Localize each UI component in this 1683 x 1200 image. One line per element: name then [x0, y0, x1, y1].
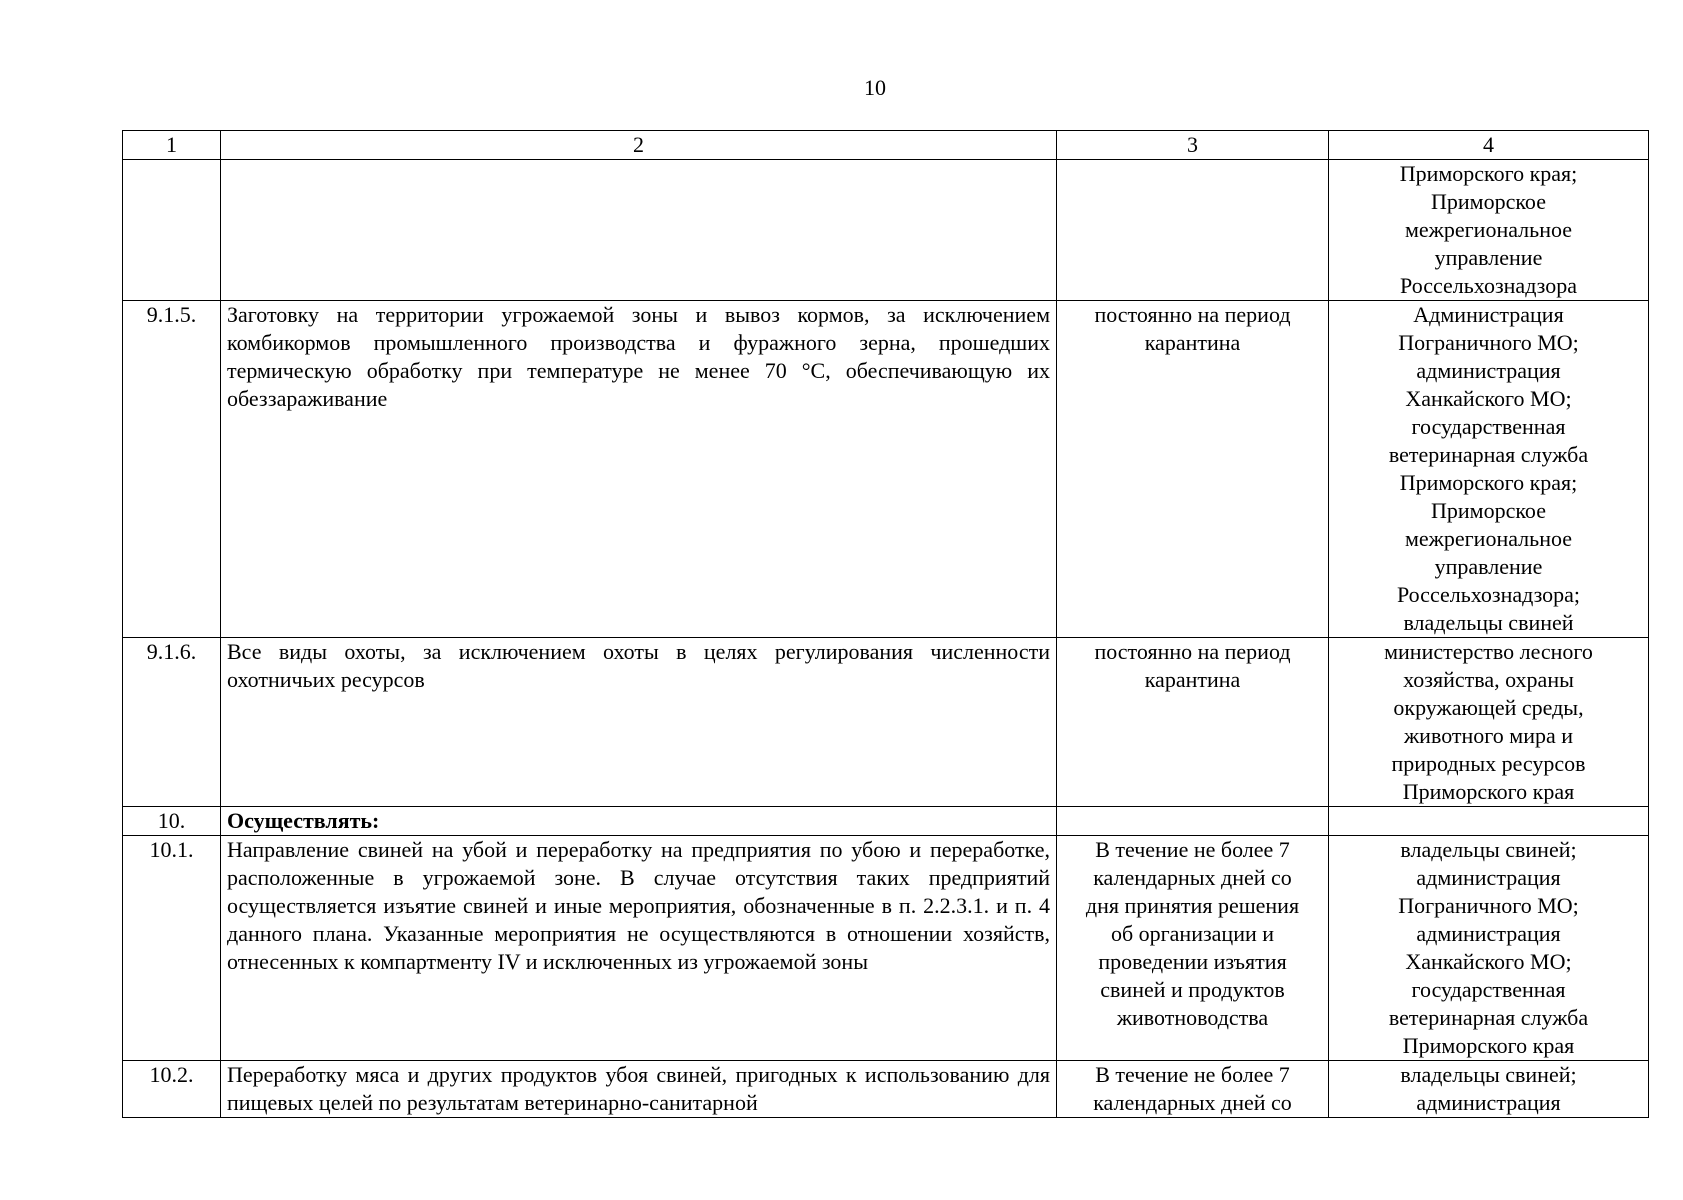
column-header: 2 — [221, 131, 1057, 160]
responsible-line: владельцы свиней; — [1400, 837, 1577, 862]
measure-text — [221, 160, 1057, 301]
responsible-cell — [1329, 1061, 1649, 1118]
responsible-line: межрегиональное — [1405, 217, 1572, 242]
responsible-line: природных ресурсов — [1391, 751, 1586, 776]
table-row — [123, 807, 1649, 836]
measure-text: Заготовку на территории угрожаемой зоны и вывоз кормов, за исключением комбикормов промышленного производства и фуражного зерна, прошедших термическую обработку при температуре не менее 70 °С, обеспечивающую их обеззараживание — [221, 301, 1057, 638]
responsible-line: Приморское — [1431, 189, 1546, 214]
table-row — [123, 160, 1649, 301]
term-line: постоянно на период — [1094, 639, 1291, 664]
item-number: 10. — [123, 807, 221, 836]
column-header: 1 — [123, 131, 221, 160]
responsible-line: администрация — [1416, 1090, 1561, 1115]
term-line: постоянно на период — [1094, 302, 1291, 327]
item-number: 10.2. — [123, 1061, 221, 1118]
responsible-line: межрегиональное — [1405, 526, 1572, 551]
term-line: животноводства — [1116, 1005, 1269, 1030]
responsible-line: Россельхознадзора — [1400, 273, 1577, 298]
responsible-line: управление — [1434, 554, 1543, 579]
term-line: свиней и продуктов — [1100, 977, 1285, 1002]
responsible-line: хозяйства, охраны — [1403, 667, 1574, 692]
term-line: проведении изъятия — [1098, 949, 1287, 974]
responsible-line: Ханкайского МО; — [1405, 386, 1572, 411]
responsible-line: владельцы свиней; — [1400, 1062, 1577, 1087]
responsible-line: управление — [1434, 245, 1543, 270]
term-line: об организации и — [1110, 921, 1275, 946]
responsible-line: Приморского края — [1402, 1033, 1575, 1058]
responsible-line: Приморского края; — [1399, 470, 1578, 495]
responsible-line: администрация — [1416, 921, 1561, 946]
responsible-line: Приморское — [1431, 498, 1546, 523]
responsible-line: министерство лесного — [1384, 639, 1593, 664]
responsible-cell — [1329, 301, 1649, 638]
term-cell — [1057, 160, 1329, 301]
responsible-line: ветеринарная служба — [1388, 442, 1589, 467]
responsible-line: Приморского края — [1402, 779, 1575, 804]
item-number — [123, 160, 221, 301]
responsible-cell — [1329, 160, 1649, 301]
measure-text: Переработку мяса и других продуктов убоя свиней, пригодных к использованию для пищевых целей по результатам ветеринарно-санитарной — [221, 1061, 1057, 1118]
responsible-cell — [1329, 638, 1649, 807]
column-header: 3 — [1057, 131, 1329, 160]
term-line: В течение не более 7 — [1095, 1062, 1290, 1087]
term-cell — [1057, 836, 1329, 1061]
table-header-row — [123, 131, 1649, 160]
table-row — [123, 301, 1649, 638]
term-line: календарных дней со — [1093, 865, 1292, 890]
term-cell — [1057, 638, 1329, 807]
term-line: календарных дней со — [1093, 1090, 1292, 1115]
table-row — [123, 638, 1649, 807]
responsible-line: ветеринарная служба — [1388, 1005, 1589, 1030]
responsible-cell — [1329, 836, 1649, 1061]
item-number: 10.1. — [123, 836, 221, 1061]
responsible-line: Россельхознадзора; — [1396, 582, 1581, 607]
term-line: карантина — [1144, 330, 1241, 355]
responsible-line: Приморского края; — [1399, 161, 1578, 186]
term-line: дня принятия решения — [1085, 893, 1300, 918]
responsible-line: Пограничного МО; — [1398, 893, 1579, 918]
responsible-line: окружающей среды, — [1393, 695, 1584, 720]
term-cell — [1057, 1061, 1329, 1118]
table-row — [123, 1061, 1649, 1118]
measure-text: Направление свиней на убой и переработку на предприятия по убою и переработке, расположенные в угрожаемой зоне. В случае отсутствия таких предприятий осуществляется изъятие свиней и иные мероприятия, обозначенные в п. 2.2.3.1. и п. 4 данного плана. Указанные мероприятия не осуществляются в отношении хозяйств, отнесенных к компартменту IV и исключенных из угрожаемой зоны — [221, 836, 1057, 1061]
item-number: 9.1.5. — [123, 301, 221, 638]
page-number: 10 — [864, 75, 886, 100]
measures-table — [122, 130, 1649, 1118]
term-cell — [1057, 301, 1329, 638]
responsible-line: государственная — [1411, 414, 1566, 439]
responsible-line: государственная — [1411, 977, 1566, 1002]
responsible-line: администрация — [1416, 865, 1561, 890]
term-cell — [1057, 807, 1329, 836]
responsible-line: Пограничного МО; — [1398, 330, 1579, 355]
measure-text: Все виды охоты, за исключением охоты в целях регулирования численности охотничьих ресурсов — [221, 638, 1057, 807]
responsible-line: Администрация — [1413, 302, 1564, 327]
column-header: 4 — [1329, 131, 1649, 160]
responsible-line: Ханкайского МО; — [1405, 949, 1572, 974]
table-row — [123, 836, 1649, 1061]
section-heading: Осуществлять: — [221, 807, 1057, 836]
responsible-cell — [1329, 807, 1649, 836]
term-line: В течение не более 7 — [1095, 837, 1290, 862]
responsible-line: животного мира и — [1403, 723, 1574, 748]
term-line: карантина — [1144, 667, 1241, 692]
responsible-line: владельцы свиней — [1403, 610, 1574, 635]
item-number: 9.1.6. — [123, 638, 221, 807]
responsible-line: администрация — [1416, 358, 1561, 383]
